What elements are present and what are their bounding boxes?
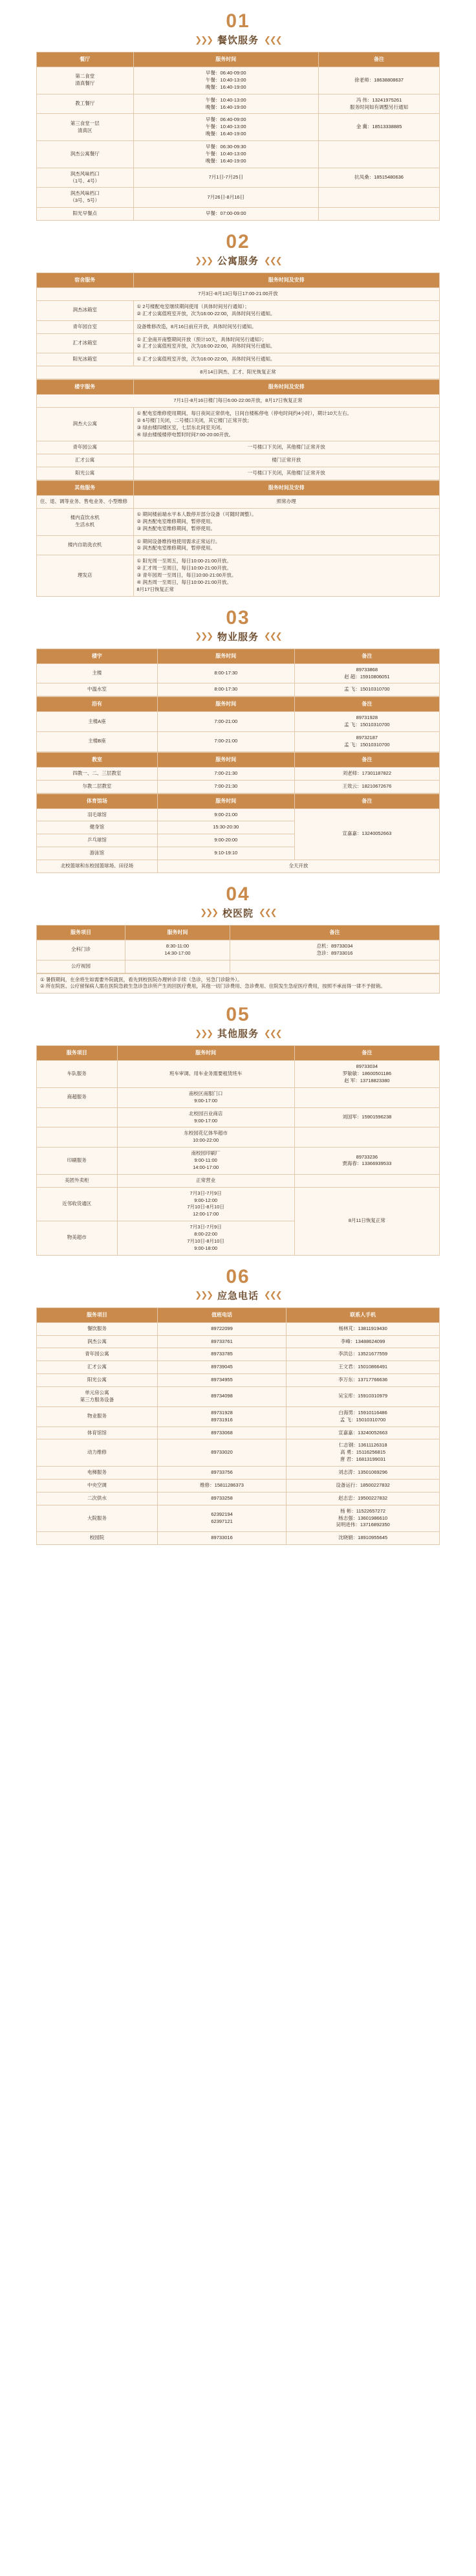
column-header: 餐厅 xyxy=(37,52,134,67)
chevron-right-icon: ❯❯❯ xyxy=(195,1290,212,1300)
column-header: 宿舍服务 xyxy=(37,273,134,288)
table-row xyxy=(37,683,440,696)
section-heading xyxy=(36,10,440,47)
table-cell: 美团外卖柜 xyxy=(37,1174,118,1187)
table-cell: 早餐：06:40-09:00 午餐：10:40-13:00 晚餐：16:40-19:00 xyxy=(133,114,319,141)
section-number: 05 xyxy=(226,1004,250,1026)
table-cell: 润杰风味档口 （1号、4号） xyxy=(37,168,134,188)
column-header: 服务时间及安排 xyxy=(133,481,439,496)
table-cell xyxy=(294,1087,439,1107)
table-section-01 xyxy=(36,52,440,221)
column-header: 备注 xyxy=(294,1046,439,1061)
table-cell: 青年园公寓 xyxy=(37,1348,158,1361)
table-cell: 早餐：06:40-09:00 午餐：10:40-13:00 晚餐：16:40-19:00 xyxy=(133,67,319,94)
chevron-right-icon: ❯❯❯ xyxy=(195,34,212,45)
table-row xyxy=(37,333,440,353)
table-note-cell: 7月3日-8月13日每日17:00-21:00开放 xyxy=(37,288,440,301)
table-row xyxy=(37,395,440,408)
table-cell xyxy=(319,208,440,221)
table-cell: 楼内自助洗衣机 xyxy=(37,535,134,555)
section-02 xyxy=(0,231,476,597)
section-title: 物业服务 xyxy=(217,631,259,643)
table-cell: 62392194 62397121 xyxy=(157,1505,286,1532)
table-section-02-sub-2 xyxy=(36,480,440,597)
table-row xyxy=(37,114,440,141)
column-header: 教室 xyxy=(37,752,158,767)
column-header: 体育馆场 xyxy=(37,794,158,808)
table-row xyxy=(37,67,440,94)
table-row xyxy=(37,1361,440,1374)
table-cell: 刘志涛：13501069296 xyxy=(287,1467,440,1480)
table-cell: ① 汇金南开南整期间开放（预计10天，具体时间另行通知）； ② 汇才公寓值班室开放，次为16:00-22:00，具体时间另行通知。 xyxy=(133,333,439,353)
table-cell: 89733258 xyxy=(157,1492,286,1505)
table-cell: 正常营业 xyxy=(117,1174,294,1187)
table-cell: 刘国军：15901596238 xyxy=(294,1107,439,1127)
table-cell: 全科门诊 xyxy=(37,940,125,960)
table-row xyxy=(37,940,440,960)
column-header: 服务项目 xyxy=(37,925,125,940)
table-cell: 尔教二层教室 xyxy=(37,780,158,793)
chevron-right-icon: ❯❯❯ xyxy=(200,907,217,918)
table-cell: 8:30-11:00 14:30-17:00 xyxy=(125,940,230,960)
table-cell: 二次供水 xyxy=(37,1492,158,1505)
table-cell: 汇才公寓 xyxy=(37,454,134,467)
table-cell: 89733020 xyxy=(157,1439,286,1467)
column-header: 值班电话 xyxy=(157,1307,286,1322)
chevron-left-icon: ❮❮❮ xyxy=(264,255,281,265)
table-cell: 住、退、调等业务、售电业务、小型维修 xyxy=(37,496,134,509)
table-cell: 早餐：06:30-09:30 午餐：10:40-13:00 晚餐：16:40-19:00 xyxy=(133,141,319,168)
table-section-06 xyxy=(36,1307,440,1546)
table-cell: ① 配电室维修使用期间，每日夜间正常供电，日间自楼栋停电（停电时间约4小时），期计10天左右。 ② 6号楼门关闭，二号楼口关闭，其它楼门正常开放； ③ 绿由楼四楼区室，七层东北间室关闭。 ④ 绿由楼缓楼停电暂时时间7:00-20:00开放。 xyxy=(133,407,439,441)
table-cell: 7月26日-8月16日 xyxy=(133,188,319,208)
table-cell: 7:00-21:00 xyxy=(157,712,294,732)
table-cell: 理发店 xyxy=(37,555,134,596)
table-cell: 仁志钢：13611126318 高 勇：15116256815 唐 君：16813199031 xyxy=(287,1439,440,1467)
table-row xyxy=(37,1479,440,1492)
chevron-left-icon: ❮❮❮ xyxy=(264,34,281,45)
table-cell: 汇才公寓 xyxy=(37,1361,158,1374)
table-section-03-sub-1 xyxy=(36,696,440,752)
table-cell: 一号楼口下关闭，其他楼门正常开放 xyxy=(133,441,439,454)
table-row xyxy=(37,353,440,366)
chevron-left-icon: ❮❮❮ xyxy=(264,1290,281,1300)
table-cell: 7:00-21:00 xyxy=(157,732,294,752)
table-cell xyxy=(37,1127,118,1148)
table-row xyxy=(37,712,440,732)
table-row xyxy=(37,1532,440,1545)
table-row xyxy=(37,1427,440,1439)
table-cell: ① 阳光周一至周五，每日10:00-21:00开放。 ② 汇才周一至周日，每日10:00-21:00开放。 ③ 青年园周一至周日，每日10:00-21:00开放。 ④ 润杰周一至周日，每日10:00-21:00开放。 8月17日恢复正常 xyxy=(133,555,439,596)
chevron-right-icon: ❯❯❯ xyxy=(195,1028,212,1038)
table-cell: 润杰冰箱室 xyxy=(37,300,134,320)
table-cell: 游泳馆 xyxy=(37,847,158,860)
table-row xyxy=(37,168,440,188)
table-row xyxy=(37,441,440,454)
table-cell: 设备维修改造，8月16日前应开放，具体时间另行通知。 xyxy=(133,320,439,333)
table-cell: 公疗视园 xyxy=(37,960,125,973)
section-number: 02 xyxy=(226,231,250,252)
table-cell: 7月1日-7月25日 xyxy=(133,168,319,188)
table-row xyxy=(37,555,440,596)
column-header: 服务时间 xyxy=(125,925,230,940)
table-cell: 89733761 xyxy=(157,1335,286,1348)
table-cell: 汇才冰箱室 xyxy=(37,333,134,353)
table-row xyxy=(37,1374,440,1387)
table-cell: 冯 伟：13241975261 服务时间如有调整另行通知 xyxy=(319,94,440,114)
table-cell: 89722099 xyxy=(157,1322,286,1335)
table-row xyxy=(37,467,440,480)
section-06 xyxy=(0,1266,476,1546)
section-note: ① 暑假期间，在余将生如需要外院就医，看先到校医院办理转诊手续（急诊，另急门诊除外）。 ② 所在院医、公疗留保病人需在医院急救生急诊急诊所产生的回医疗费用，其他一切门诊费用、急诊费用、住院发生急症医疗费用，按照不承而得一律不予报销。 xyxy=(37,973,440,994)
table-cell: 班车审调、用车业务需要租赁班车 xyxy=(117,1061,294,1088)
table-cell: 李峰：13488624099 xyxy=(287,1335,440,1348)
table-cell xyxy=(294,1174,439,1187)
column-header: 楼宇 xyxy=(37,649,158,663)
table-header-row xyxy=(37,481,440,496)
table-row xyxy=(37,732,440,752)
table-cell: 9:00-20:00 xyxy=(157,834,294,847)
table-row xyxy=(37,1335,440,1348)
table-cell: 近邻收货通区 xyxy=(37,1187,118,1221)
table-row xyxy=(37,960,440,973)
chevron-left-icon: ❮❮❮ xyxy=(264,631,281,641)
section-note-table xyxy=(36,973,440,994)
table-cell: 7:00-21:30 xyxy=(157,767,294,780)
section-title: 应急电话 xyxy=(217,1290,259,1302)
table-cell: 89732187 孟 飞：15010310700 xyxy=(294,732,439,752)
table-cell: 89731928 孟 飞：15010310700 xyxy=(294,712,439,732)
column-header: 其他服务 xyxy=(37,481,134,496)
table-row xyxy=(37,1148,440,1175)
table-row xyxy=(37,1348,440,1361)
table-cell xyxy=(37,1107,118,1127)
table-header-row xyxy=(37,52,440,67)
table-header-row xyxy=(37,1307,440,1322)
table-cell: 9:00-21:00 xyxy=(157,808,294,821)
table-cell: 阳光公寓 xyxy=(37,1374,158,1387)
table-cell: 体育馆馆 xyxy=(37,1427,158,1439)
table-cell: 大院服务 xyxy=(37,1505,158,1532)
table-cell: 南校区南服门口 9:00-17:00 xyxy=(117,1087,294,1107)
table-cell: 89733785 xyxy=(157,1348,286,1361)
table-cell: ① 期间设备维持地使用需求正常运行。 ② 润杰配电室维修期间，暂停使用。 xyxy=(133,535,439,555)
table-cell: 8:00-17:30 xyxy=(157,683,294,696)
table-row xyxy=(37,1061,440,1088)
table-cell: 赵志忠：19500227832 xyxy=(287,1492,440,1505)
table-row xyxy=(37,1322,440,1335)
column-header: 备注 xyxy=(294,752,439,767)
table-cell: 杨林芃：13811919430 xyxy=(287,1322,440,1335)
table-row xyxy=(37,454,440,467)
table-row xyxy=(37,141,440,168)
table-header-row xyxy=(37,649,440,663)
table-row xyxy=(37,1087,440,1107)
column-header: 服务时间 xyxy=(157,697,294,712)
table-cell: 7月3日-7月9日 8:00-22:00 7月10日-8月10日 9:00-18:00 xyxy=(117,1221,294,1256)
sections-container xyxy=(0,10,476,1545)
column-header: 备注 xyxy=(319,52,440,67)
table-row xyxy=(37,1505,440,1532)
table-cell: 8:00-17:30 xyxy=(157,663,294,683)
table-cell: 金 冀：18513338885 xyxy=(319,114,440,141)
table-cell: 主楼A座 xyxy=(37,712,158,732)
table-cell xyxy=(230,960,440,973)
section-number: 06 xyxy=(226,1265,250,1287)
table-header-row xyxy=(37,380,440,395)
table-cell: 润杰公寓餐厅 xyxy=(37,141,134,168)
table-cell xyxy=(319,188,440,208)
table-row xyxy=(37,188,440,208)
table-cell: 羽毛球馆 xyxy=(37,808,158,821)
table-cell: 润杰公寓 xyxy=(37,1335,158,1348)
section-title: 其他服务 xyxy=(217,1028,259,1040)
table-cell: 北校篮球和东校园篮球场、田径场 xyxy=(37,860,158,873)
table-cell: 楼内直饮水机 生活水机 xyxy=(37,508,134,535)
column-header: 备注 xyxy=(294,794,439,808)
table-cell: ① 2号楼配电室继续期间使用（具体时间另行通知）； ② 汇才公寓值班室开放，次为16:00-22:00，具体时间另行通知。 xyxy=(133,300,439,320)
table-cell: 孟 飞：15010310700 xyxy=(294,683,439,696)
section-03 xyxy=(0,607,476,873)
section-number: 04 xyxy=(226,883,250,905)
table-cell: 设备运行：18500227832 xyxy=(287,1479,440,1492)
column-header: 服务时间及安排 xyxy=(133,380,439,395)
table-row xyxy=(37,1174,440,1187)
table-header-row xyxy=(37,752,440,767)
section-number: 01 xyxy=(226,10,250,32)
table-header-row xyxy=(37,697,440,712)
table-cell: 89733016 xyxy=(157,1532,286,1545)
column-header: 备注 xyxy=(294,697,439,712)
table-cell: 宣嘉嘉：13240052663 xyxy=(294,808,439,860)
table-row xyxy=(37,288,440,301)
section-04 xyxy=(0,883,476,994)
chevron-right-icon: ❯❯❯ xyxy=(195,255,212,265)
table-cell: 刘老师：17301187822 xyxy=(294,767,439,780)
table-note-cell: 7月1日-8月16日楼门每日6:00-22:00开放，8月17日恢复正常 xyxy=(37,395,440,408)
table-row xyxy=(37,860,440,873)
table-header-row xyxy=(37,1046,440,1061)
table-cell: 商超服务 xyxy=(37,1087,118,1107)
section-heading xyxy=(36,607,440,643)
table-cell: 午餐：10:40-13:00 晚餐：16:40-19:00 xyxy=(133,94,319,114)
table-cell: 青年园公寓 xyxy=(37,441,134,454)
table-cell: 南校园印刷厂 9:00-11:00 14:00-17:00 xyxy=(117,1148,294,1175)
table-cell: ① 汇才公寓值班室开放，次为16:00-22:00，具体时间另行通知。 xyxy=(133,353,439,366)
chevron-left-icon: ❮❮❮ xyxy=(259,907,276,918)
table-header-row xyxy=(37,794,440,808)
table-cell: 89733756 xyxy=(157,1467,286,1480)
document-page xyxy=(0,10,476,1577)
table-cell: 中央空调 xyxy=(37,1479,158,1492)
table-cell: 主楼 xyxy=(37,663,158,683)
column-header: 服务项目 xyxy=(37,1046,118,1061)
table-cell xyxy=(294,1127,439,1148)
table-cell: 润杰大公寓 xyxy=(37,407,134,441)
table-row xyxy=(37,1187,440,1221)
table-cell: ① 期间楼前端水平本人数停开部分设备（可随时调整）。 ② 润杰配电室维修期间，暂停使用。 ③ 润杰配电室维修期间，暂停使用。 xyxy=(133,508,439,535)
section-title: 公寓服务 xyxy=(217,256,259,267)
table-cell: 徐老师：18638808637 xyxy=(319,67,440,94)
column-header: 楼宇服务 xyxy=(37,380,134,395)
table-cell: 15:30-20:30 xyxy=(157,821,294,834)
table-cell xyxy=(125,960,230,973)
column-header: 服务时间 xyxy=(157,649,294,663)
section-heading xyxy=(36,1266,440,1302)
table-row xyxy=(37,808,440,821)
table-cell: 89734098 xyxy=(157,1387,286,1407)
table-row xyxy=(37,535,440,555)
table-row xyxy=(37,1127,440,1148)
table-cell: 青年园自室 xyxy=(37,320,134,333)
table-section-04 xyxy=(36,925,440,973)
table-cell: 动力维修 xyxy=(37,1439,158,1467)
table-cell: 杨 彬：11522657272 杨志强：13601986610 吴明进伟：13716892350 xyxy=(287,1505,440,1532)
table-cell: 早餐：07:00-09:00 xyxy=(133,208,319,221)
table-cell: 阳光冰箱室 xyxy=(37,353,134,366)
table-row xyxy=(37,1492,440,1505)
section-01 xyxy=(0,10,476,221)
section-heading xyxy=(36,231,440,267)
table-row xyxy=(37,1439,440,1467)
table-row xyxy=(37,1387,440,1407)
table-cell: 89733034 罗敏敏：18600501186 赵 军：13718823380 xyxy=(294,1061,439,1088)
table-header-row xyxy=(37,273,440,288)
table-row xyxy=(37,1406,440,1427)
table-cell: 物美超市 xyxy=(37,1221,118,1256)
table-section-03 xyxy=(36,649,440,697)
table-cell xyxy=(319,141,440,168)
section-title: 餐饮服务 xyxy=(217,35,259,46)
table-cell: 王效云：18210672676 xyxy=(294,780,439,793)
table-cell: 7:00-21:30 xyxy=(157,780,294,793)
table-cell: 校园院 xyxy=(37,1532,158,1545)
table-cell: 物业服务 xyxy=(37,1406,158,1427)
chevron-right-icon: ❯❯❯ xyxy=(195,631,212,641)
table-row xyxy=(37,366,440,379)
table-cell: 餐饮服务 xyxy=(37,1322,158,1335)
section-number: 03 xyxy=(226,606,250,628)
table-row xyxy=(37,407,440,441)
section-title: 校医院 xyxy=(222,907,254,919)
table-cell: 王文君：15010866491 xyxy=(287,1361,440,1374)
chevron-left-icon: ❮❮❮ xyxy=(264,1028,281,1038)
table-cell: 阳光早餐点 xyxy=(37,208,134,221)
table-cell: 楼门正常开放 xyxy=(133,454,439,467)
table-row xyxy=(37,208,440,221)
table-cell: 89734955 xyxy=(157,1374,286,1387)
table-cell: 电梯服务 xyxy=(37,1467,158,1480)
section-heading xyxy=(36,883,440,920)
table-cell: 车队服务 xyxy=(37,1061,118,1088)
table-row xyxy=(37,663,440,683)
table-row xyxy=(37,508,440,535)
column-header: 服务项目 xyxy=(37,1307,158,1322)
table-row xyxy=(37,780,440,793)
table-cell: 润杰风味档口 （3号、5号） xyxy=(37,188,134,208)
table-row xyxy=(37,300,440,320)
table-cell: 一号楼口下关闭，其他楼门正常开放 xyxy=(133,467,439,480)
table-cell: 照常办理 xyxy=(133,496,439,509)
table-cell: 9:10-19:10 xyxy=(157,847,294,860)
table-row xyxy=(37,320,440,333)
table-section-03-sub-2 xyxy=(36,752,440,794)
column-header: 浴有 xyxy=(37,697,158,712)
table-row xyxy=(37,767,440,780)
table-cell: 健身馆 xyxy=(37,821,158,834)
table-cell: 89731928 89731916 xyxy=(157,1406,286,1427)
table-cell: 第二食堂 清真餐厅 xyxy=(37,67,134,94)
table-cell: 89733868 赵 超：15910806051 xyxy=(294,663,439,683)
table-cell: 第三食堂一层 清真区 xyxy=(37,114,134,141)
column-header: 服务时间 xyxy=(117,1046,294,1061)
table-cell: 乒乓球馆 xyxy=(37,834,158,847)
table-cell: 单元房公寓 第三方服务设备 xyxy=(37,1387,158,1407)
table-cell: 李万东：13717766636 xyxy=(287,1374,440,1387)
table-cell: 89733068 xyxy=(157,1427,286,1439)
table-cell: 李洪总：13521677559 xyxy=(287,1348,440,1361)
table-row xyxy=(37,1467,440,1480)
table-cell: 吴宝库：15910310979 xyxy=(287,1387,440,1407)
column-header: 服务时间及安排 xyxy=(133,273,439,288)
table-cell: 全天开放 xyxy=(157,860,439,873)
table-section-02 xyxy=(36,272,440,379)
column-header: 备注 xyxy=(230,925,440,940)
table-cell: 北校园百业商店 9:00-17:00 xyxy=(117,1107,294,1127)
table-cell: 印刷服务 xyxy=(37,1148,118,1175)
column-header: 服务时间 xyxy=(157,752,294,767)
table-cell: 教工餐厅 xyxy=(37,94,134,114)
table-cell: 抗凤桑：18515480636 xyxy=(319,168,440,188)
section-05 xyxy=(0,1004,476,1255)
table-cell: 主楼B座 xyxy=(37,732,158,752)
table-cell: 8月11日恢复正常 xyxy=(294,1187,439,1255)
table-cell: 白海男：15910116486 孟 飞：15010310700 xyxy=(287,1406,440,1427)
table-cell: 7月3日-7月9日 9:00-12:00 7月10日-8月10日 12:00-17:00 xyxy=(117,1187,294,1221)
column-header: 服务时间 xyxy=(133,52,319,67)
section-heading xyxy=(36,1004,440,1040)
table-cell: 沈晓娟：18910955645 xyxy=(287,1532,440,1545)
table-cell: 维修：15811286373 xyxy=(157,1479,286,1492)
table-cell: 89739045 xyxy=(157,1361,286,1374)
table-cell: 宣嘉嘉：13240052663 xyxy=(287,1427,440,1439)
column-header: 服务时间 xyxy=(157,794,294,808)
table-header-row xyxy=(37,925,440,940)
table-note-cell: 8月14日润杰、汇才、阳光恢复正常 xyxy=(37,366,440,379)
table-cell: 中温水室 xyxy=(37,683,158,696)
table-cell: 四教一、二、三层教室 xyxy=(37,767,158,780)
column-header: 备注 xyxy=(294,649,439,663)
table-section-02-sub-1 xyxy=(36,379,440,480)
table-cell: 东校园花亿体华超市 10:00-22:00 xyxy=(117,1127,294,1148)
column-header: 联系人手机 xyxy=(287,1307,440,1322)
table-row xyxy=(37,1107,440,1127)
table-section-03-sub-3 xyxy=(36,794,440,873)
table-cell: 89733236 贾海春：13366939533 xyxy=(294,1148,439,1175)
table-cell: 总机：89733034 急诊：89733016 xyxy=(230,940,440,960)
table-row xyxy=(37,496,440,509)
table-section-05 xyxy=(36,1045,440,1255)
table-cell: 阳光公寓 xyxy=(37,467,134,480)
table-row xyxy=(37,94,440,114)
